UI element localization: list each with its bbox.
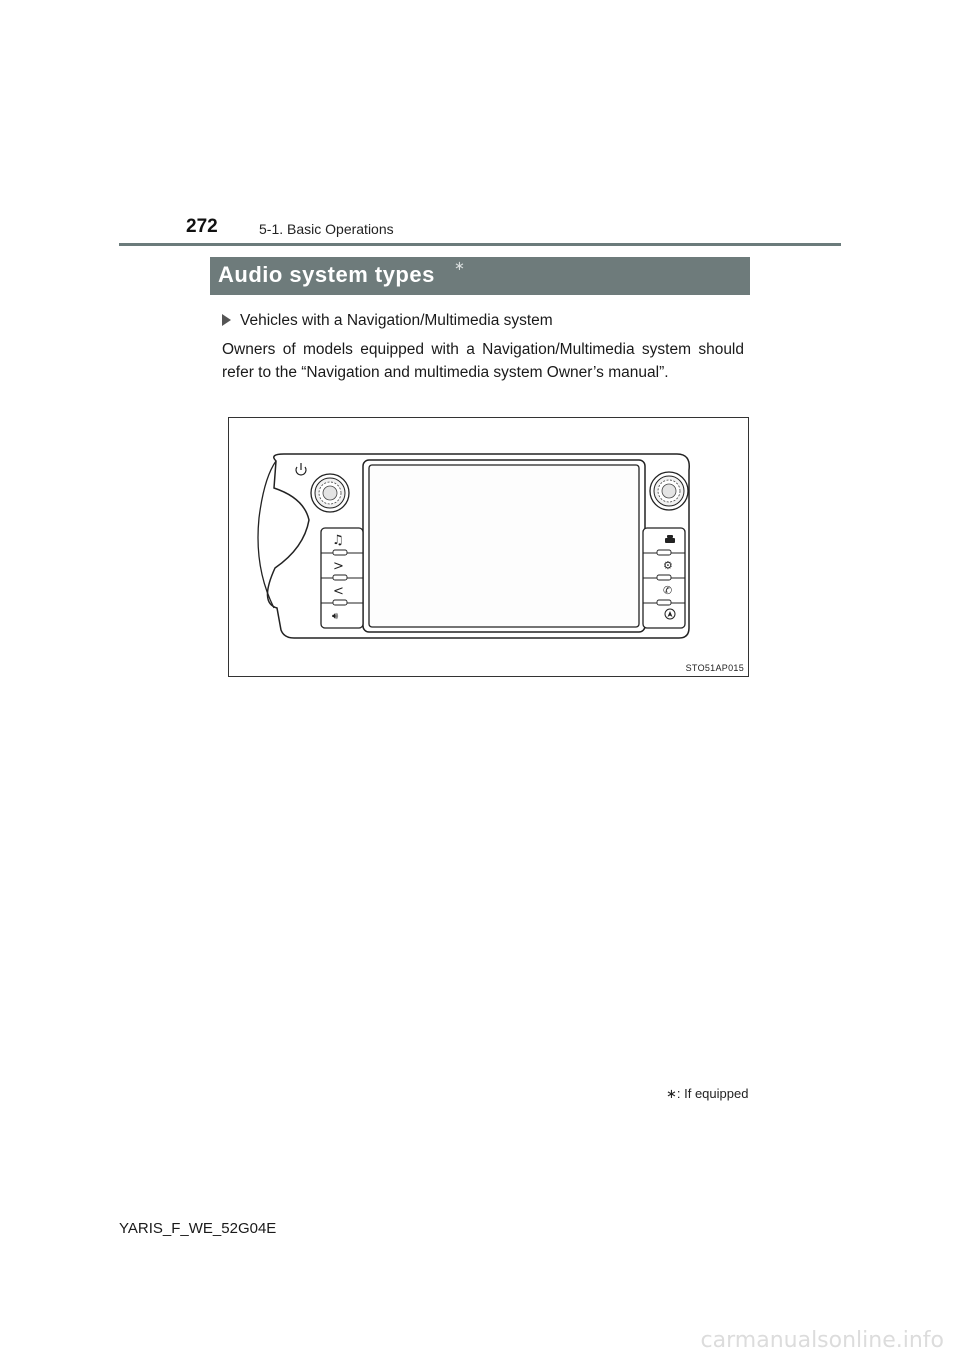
prev-icon: < — [333, 584, 344, 599]
bullet-item — [222, 312, 553, 330]
if-equipped-mark: ∗ — [454, 258, 465, 273]
tune-knob — [650, 472, 688, 510]
section-title: Audio system types — [218, 262, 435, 287]
bullet-text: Vehicles with a Navigation/Multimedia system — [240, 312, 553, 329]
body-paragraph: Owners of models equipped with a Navigation/Multimedia system should refer to the “Navigation and multimedia system Owner’s manual”. — [222, 341, 744, 381]
section-label: 5-1. Basic Operations — [259, 221, 394, 237]
watermark — [0, 1320, 960, 1358]
power-icon — [296, 463, 306, 475]
screen — [369, 465, 639, 627]
next-icon: > — [333, 559, 344, 574]
music-note-icon: ♫ — [332, 533, 344, 548]
volume-knob — [311, 474, 349, 512]
document-code: YARIS_F_WE_52G04E — [119, 1220, 277, 1237]
section-title-bar — [210, 257, 750, 295]
watermark-text: carmanualsonline.info — [700, 1328, 944, 1353]
multimedia-unit-illustration — [229, 418, 748, 676]
footnote: ∗: If equipped — [666, 1086, 749, 1101]
volume-icon: 🔊︎ — [332, 611, 339, 622]
figure-frame — [228, 417, 749, 677]
settings-icon: ⚙ — [663, 559, 673, 572]
header-rule — [119, 243, 841, 246]
figure-code: STO51AP015 — [685, 663, 744, 673]
bullet-arrow-icon — [222, 314, 231, 326]
page-number: 272 — [186, 216, 218, 237]
phone-icon: ✆ — [663, 584, 673, 597]
bezel-curve — [258, 461, 276, 608]
